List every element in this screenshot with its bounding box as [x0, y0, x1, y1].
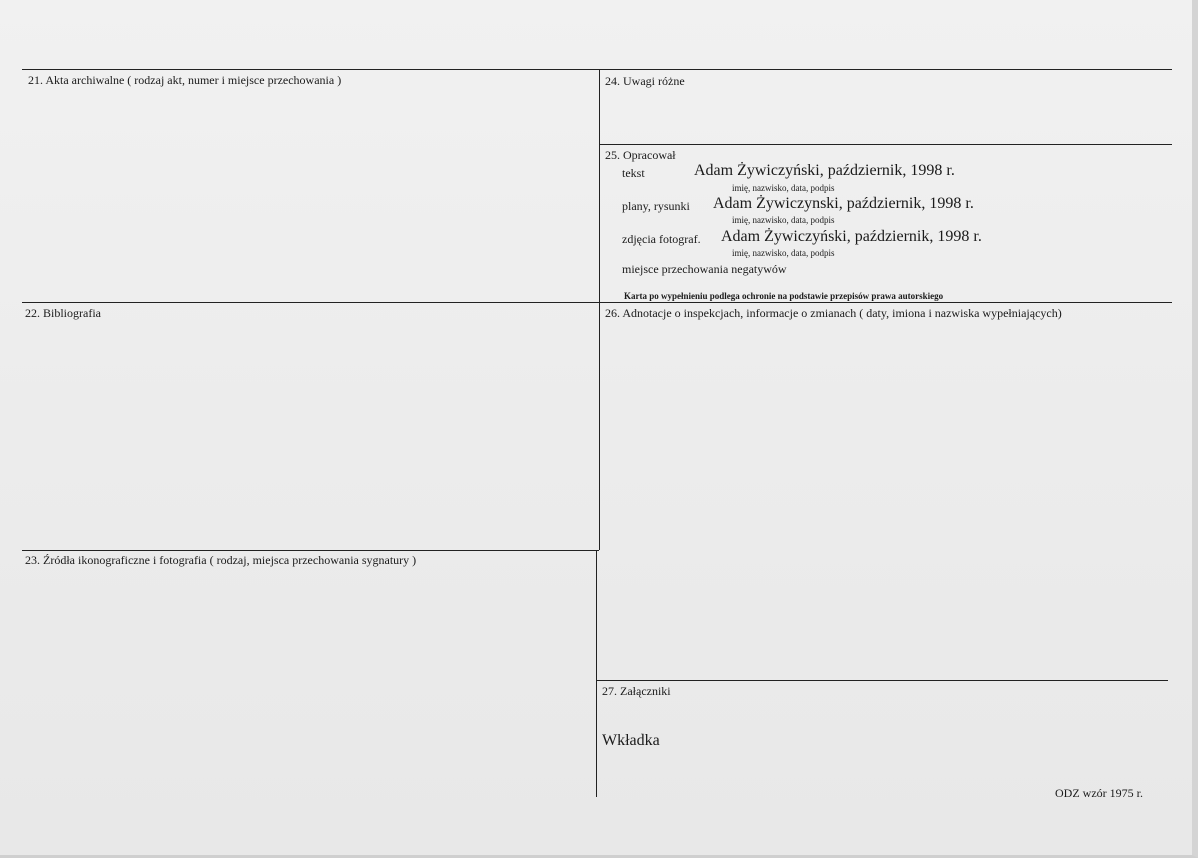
author-plans-hint: imię, nazwisko, data, podpis	[732, 215, 835, 225]
author-text-value: Adam Żywiczyński, październik, 1998 r.	[694, 162, 955, 179]
author-plans-label: plany, rysunki	[622, 199, 690, 213]
top-rule	[22, 69, 1172, 70]
author-plans-value: Adam Żywiczynski, październik, 1998 r.	[713, 195, 974, 212]
rule-22-23	[22, 550, 599, 551]
form-template-id: ODZ wzór 1975 r.	[1055, 786, 1143, 800]
section-25-label: 25. Opracował	[605, 148, 676, 162]
section-22-label: 22. Bibliografia	[25, 306, 101, 320]
author-text-hint: imię, nazwisko, data, podpis	[732, 183, 835, 193]
rule-24-25	[599, 144, 1172, 145]
copyright-notice: Karta po wypełnieniu podlega ochronie na podstawie przepisów prawa autorskiego	[624, 291, 944, 301]
section-23-label: 23. Źródła ikonograficzne i fotografia ( rodzaj, miejsca przechowania sygnatury )	[25, 553, 417, 567]
center-divider-upper	[599, 69, 600, 550]
negatives-storage-label: miejsce przechowania negatywów	[622, 262, 787, 276]
attachment-value: Wkładka	[602, 732, 660, 749]
author-photos-label: zdjęcia fotograf.	[622, 232, 701, 246]
section-27-label: 27. Załączniki	[602, 684, 671, 698]
section-26-label: 26. Adnotacje o inspekcjach, informacje o zmianach ( daty, imiona i nazwiska wypełniających)	[605, 306, 1062, 320]
rule-middle	[22, 302, 1172, 303]
author-photos-value: Adam Żywiczyński, październik, 1998 r.	[721, 228, 982, 245]
section-21-label: 21. Akta archiwalne ( rodzaj akt, numer i miejsce przechowania )	[28, 73, 342, 87]
author-photos-hint: imię, nazwisko, data, podpis	[732, 248, 835, 258]
rule-26-27	[597, 680, 1168, 681]
center-divider-lower	[596, 550, 597, 797]
author-text-label: tekst	[622, 166, 645, 180]
section-24-label: 24. Uwagi różne	[605, 74, 685, 88]
